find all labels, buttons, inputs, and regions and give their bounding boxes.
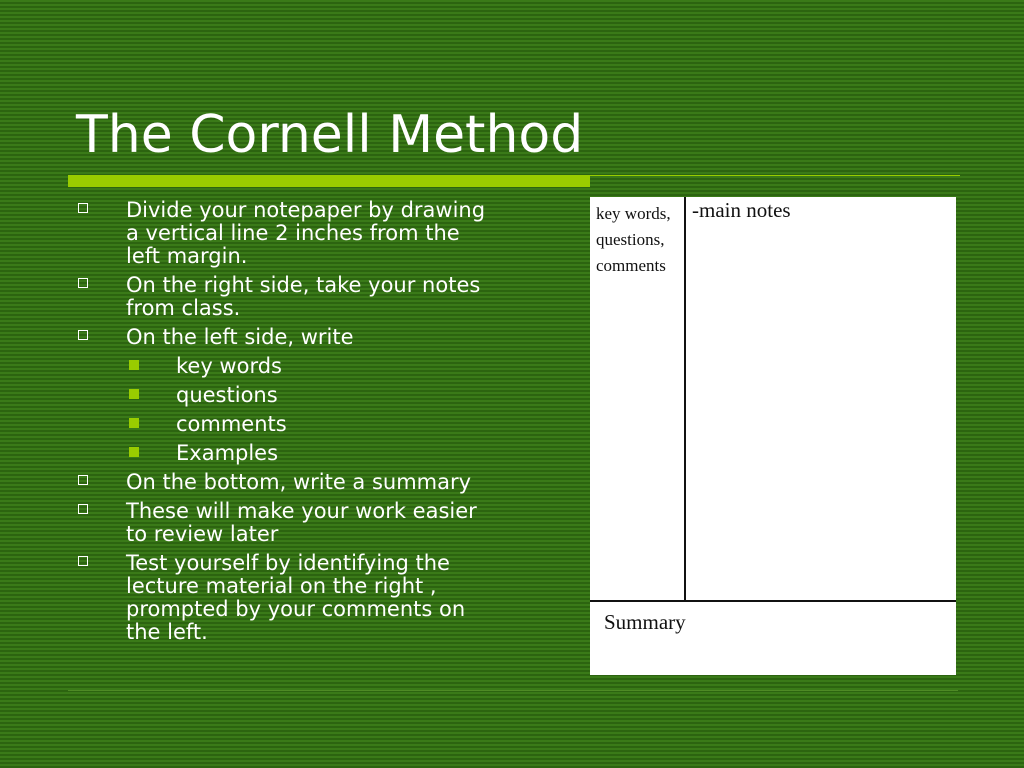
bullet-item <box>76 500 496 546</box>
bullet-item <box>76 326 496 349</box>
bullet-text: On the right side, take your notes from class. <box>126 273 481 320</box>
sub-bullet-item <box>76 384 496 407</box>
bullet-text: These will make your work easier to review later <box>126 499 477 546</box>
hollow-square-bullet-icon <box>78 330 88 340</box>
hollow-square-bullet-icon <box>78 475 88 485</box>
hollow-square-bullet-icon <box>78 504 88 514</box>
cornell-notes-diagram <box>590 197 956 675</box>
sub-bullet-item <box>76 442 496 465</box>
sub-bullet-text: key words <box>176 354 282 378</box>
summary-label: Summary <box>604 610 686 634</box>
bullet-text: On the bottom, write a summary <box>126 470 472 494</box>
bullet-text: On the left side, write <box>126 325 354 349</box>
sub-bullet-item <box>76 413 496 436</box>
title-underline-thin <box>590 175 960 176</box>
footer-rule <box>68 690 958 691</box>
bullet-item <box>76 199 496 268</box>
cue-column-label: key words, questions, comments <box>596 204 671 275</box>
title-underline-thick <box>68 175 590 187</box>
bullet-item <box>76 552 496 644</box>
bullet-text: Divide your notepaper by drawing a vertical line 2 inches from the left margin. <box>126 198 486 268</box>
cue-column-divider <box>684 197 686 601</box>
filled-square-bullet-icon <box>129 360 139 370</box>
sub-bullet-text: Examples <box>176 441 279 465</box>
summary-divider <box>590 600 956 602</box>
bullet-list <box>76 199 496 650</box>
hollow-square-bullet-icon <box>78 278 88 288</box>
sub-bullet-text: comments <box>176 412 287 436</box>
bullet-item <box>76 471 496 494</box>
filled-square-bullet-icon <box>129 418 139 428</box>
hollow-square-bullet-icon <box>78 556 88 566</box>
sub-bullet-text: questions <box>176 383 278 407</box>
bullet-text: Test yourself by identifying the lecture material on the right , prompted by your comments on the left. <box>126 551 466 644</box>
filled-square-bullet-icon <box>129 389 139 399</box>
sub-bullet-item <box>76 355 496 378</box>
filled-square-bullet-icon <box>129 447 139 457</box>
bullet-item <box>76 274 496 320</box>
main-notes-label: -main notes <box>692 198 791 222</box>
slide-title: The Cornell Method <box>76 105 584 165</box>
hollow-square-bullet-icon <box>78 203 88 213</box>
